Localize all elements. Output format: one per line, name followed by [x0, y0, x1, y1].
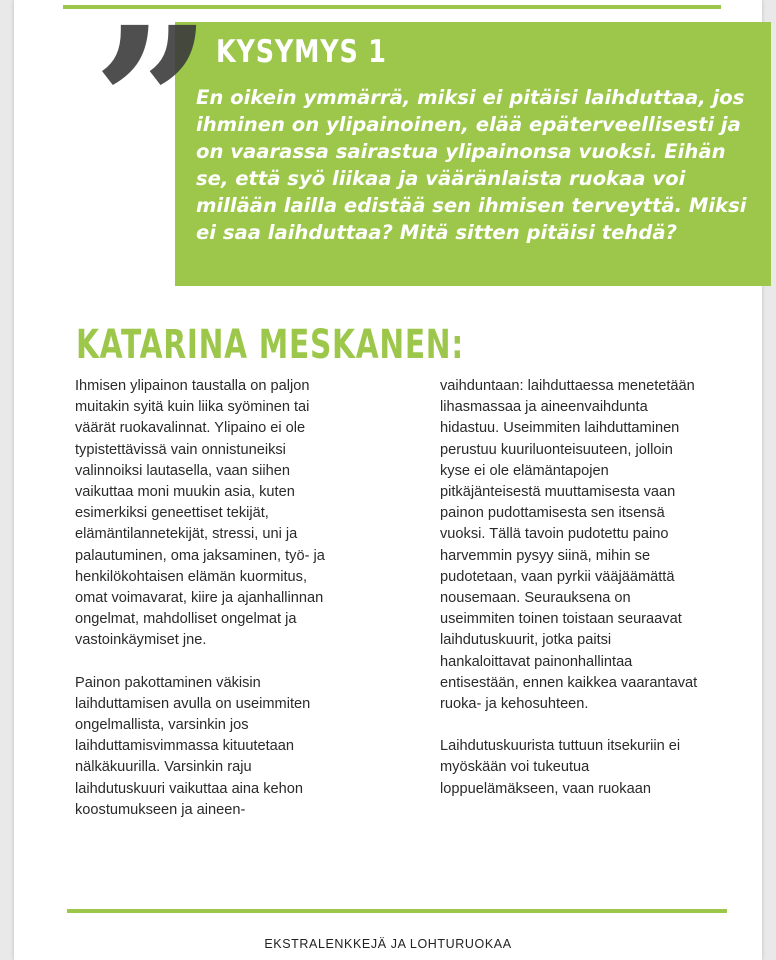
bottom-divider: [67, 909, 727, 913]
paragraph: Ihmisen ylipainon taustalla on paljon muitakin syitä kuin liika syöminen tai väärät ruokavalinnat. Ylipaino ei ole typistettävissä vain onnistuneiksi valinnoiksi lautasella, vaan siihen vaikuttaa moni muukin asia, kuten esimerkiksi geneettiset tekijät, elämäntilannetekijät, stressi, uni ja palautuminen, oma jaksaminen, työ- ja henkilökohtaisen elämän kuormitus, omat voimavarat, kiire ja ajanhallinnan ongelmat, mahdolliset ongelmat ja vastoinkäymiset jne.: [75, 378, 325, 649]
page-edge-left: [0, 0, 14, 960]
answer-author: KATARINA MESKANEN:: [76, 322, 464, 368]
page-footer: EKSTRALENKKEJÄ JA LOHTURUOKAA: [264, 937, 512, 951]
question-title: KYSYMYS 1: [216, 34, 387, 70]
paragraph: vaihduntaan: laihduttaessa menetetään lihasmassaa ja aineenvaihdunta hidastuu. Useimmiten laihduttaminen perustuu kuuriluonteisuuteen, jolloin kyse ei ole elämäntapojen pitkäjänteisestä muuttamisesta vaan painon pudottamisesta sen itsensä vuoksi. Tällä tavoin pudotettu paino harvemmin pysyy siinä, mihin se pudotetaan, vaan pyrkii vääjäämättä nousemaan. Seurauksena on useimmiten toinen toistaan seuraavat laihdutuskuurit, jotka paitsi hankaloittavat painonhallintaa entisestään, ennen kaikkea vaarantavat ruoka- ja kehosuhteen.: [440, 378, 698, 713]
answer-column-right: [440, 376, 740, 821]
paragraph: Laihdutuskuurista tuttuun itsekuriin ei myöskään voi tukeutua loppuelämäkseen, vaan ruokaan: [440, 738, 681, 797]
paragraph: Painon pakottaminen väkisin laihduttamisen avulla on useimmiten ongelmallista, varsinkin jos laihduttamisvimmassa kituutetaan nälkäkuurilla. Varsinkin raju laihdutuskuuri vaikuttaa aina kehon koostumukseen ja aineen-: [75, 674, 311, 818]
answer-column-left: [75, 376, 375, 842]
question-text: En oikein ymmärrä, miksi ei pitäisi laihduttaa, jos ihminen on ylipainoinen, elää epäterveellisesti ja on vaarassa sairastua ylipainonsa vuoksi. Eihän se, että syö liikaa ja vääränlaista ruokaa voi millään lailla edistää sen ihmisen terveyttä. Miksi ei saa laihduttaa? Mitä sitten pitäisi tehdä?: [196, 86, 747, 244]
quote-mark-icon: ”: [92, 0, 195, 228]
